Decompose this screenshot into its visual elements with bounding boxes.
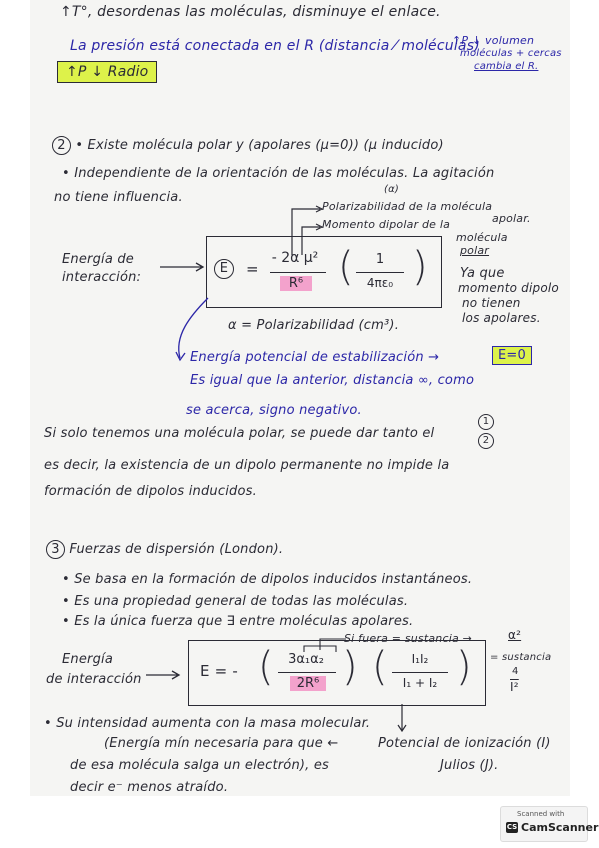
s3-right-substance: = sustancia xyxy=(490,652,552,663)
s3-bullet-3: • Es la única fuerza que ∃ entre moléculas apolares. xyxy=(62,614,414,629)
paragraph-line-1: Si solo tenemos una molécula polar, se puede dar tanto el xyxy=(44,426,435,441)
section-2-number: 2 xyxy=(52,136,71,155)
eq1-symbol-E: E xyxy=(214,258,234,279)
camscanner-badge xyxy=(500,806,599,842)
s3-electron-line: de esa molécula salga un electrón), es xyxy=(70,758,329,773)
badge-brand-text: CamScanner xyxy=(521,821,599,834)
eq2-numerator: 3α₁α₂ xyxy=(288,652,324,667)
s2-orientation-line: • Independiente de la orientación de las moléculas. La agitación xyxy=(62,166,495,181)
eq1-numerator: - 2α μ² xyxy=(271,250,319,266)
s3-attraction-line: decir e⁻ menos atraído. xyxy=(70,780,229,795)
note-side-closer: moléculas + cercas xyxy=(460,48,562,59)
section-2-title: • Existe molécula polar y (apolares (μ=0)) (μ inducido) xyxy=(75,138,444,153)
s3-same-substance-note: Si fuera = sustancia → xyxy=(344,632,473,645)
section-2-heading xyxy=(52,136,444,155)
s3-ionization-label: Potencial de ionización (I) xyxy=(378,736,551,751)
note-side-radius: cambia el R. xyxy=(474,61,539,72)
paragraph-line-2: es decir, la existencia de un dipolo permanente no impide la xyxy=(44,458,450,473)
energy-label-line2: interacción: xyxy=(62,270,142,285)
annotation-apolar: apolar. xyxy=(492,212,531,225)
eq2-inner-denominator: I₁ + I₂ xyxy=(402,676,438,690)
potential-energy-line: Energía potencial de estabilización → xyxy=(190,350,440,365)
energy2-arrow-icon xyxy=(144,668,184,682)
note-line-pressure: La presión está conectada en el R (distancia ⁄ moléculas) xyxy=(70,38,480,54)
energy2-label-line2: de interacción xyxy=(46,672,142,687)
section-3-number: 3 xyxy=(46,540,65,559)
eq1-inner-numerator: 1 xyxy=(375,252,385,267)
eq2-fraction-bar xyxy=(278,672,336,673)
s3-right-I-squared: I² xyxy=(510,680,519,694)
annotation-polarizability: Polarizabilidad de la molécula xyxy=(322,200,493,213)
paragraph-line-3: formación de dipolos inducidos. xyxy=(44,484,257,499)
eq1-equals: = xyxy=(246,260,259,278)
s3-bullet-2: • Es una propiedad general de todas las moléculas. xyxy=(62,594,409,609)
eq1-inner-bar xyxy=(356,272,404,273)
energy2-label-line1: Energía xyxy=(62,652,114,667)
camscanner-logo-icon: CS xyxy=(506,823,518,831)
energy-label-line1: Energía de xyxy=(62,252,135,267)
s3-alpha-squared: α² xyxy=(508,628,522,642)
potential-energy-zero-box: E=0 xyxy=(492,346,532,365)
badge-scanned-text: Scanned with xyxy=(517,810,565,818)
eq1-inner-denominator: 4πε₀ xyxy=(366,276,394,290)
note-line-temperature: ↑T°, desordenas las moléculas, disminuye el enlace. xyxy=(60,4,441,20)
eq2-paren-right: ) xyxy=(342,644,358,690)
ionization-down-arrow-icon xyxy=(396,704,408,734)
eq2-paren2-right: ) xyxy=(456,644,472,690)
s3-intensity-line: • Su intensidad aumenta con la masa molecular. xyxy=(44,716,371,731)
potential-equal-line: Es igual que la anterior, distancia ∞, como xyxy=(190,373,475,388)
eq2-lhs: E = - xyxy=(200,662,238,680)
annotation-dipole: Momento dipolar de la xyxy=(322,218,451,231)
s3-bullet-1: • Se basa en la formación de dipolos inducidos instantáneos. xyxy=(62,572,473,587)
section-3-heading xyxy=(46,540,283,559)
section-3-title: Fuerzas de dispersión (London). xyxy=(69,542,284,557)
side-reason-3: no tienen xyxy=(462,296,521,310)
annotation-polar: polar xyxy=(460,244,490,257)
eq1-fraction-bar xyxy=(270,272,326,273)
side-reason-4: los apolares. xyxy=(462,311,541,325)
eq2-paren-left: ( xyxy=(258,644,274,690)
s3-energy-min-line: (Energía mín necesaria para que ← xyxy=(104,736,339,751)
side-reason-1: Ya que xyxy=(460,266,505,281)
eq2-paren2-left: ( xyxy=(372,644,388,690)
s3-right-four: 4 xyxy=(512,666,519,677)
s2-no-influence: no tiene influencia. xyxy=(54,190,183,205)
side-reason-2: momento dipolo xyxy=(458,281,559,295)
paragraph-case-2: 2 xyxy=(478,433,494,449)
s2-alpha-caption: (α) xyxy=(384,184,399,195)
eq2-inner-numerator: I₁I₂ xyxy=(411,652,429,666)
energy-arrow-icon xyxy=(158,260,208,274)
eq2-denominator: 2R⁶ xyxy=(290,676,326,691)
eq1-paren-right: ) xyxy=(412,244,428,290)
annotation-molecule: molécula xyxy=(456,231,508,244)
eq1-denominator: R⁶ xyxy=(280,276,312,291)
eq2-inner-bar xyxy=(392,672,448,673)
boxed-pressure-radius: ↑P ↓ Radio xyxy=(57,61,157,83)
s3-joules-label: Julios (J). xyxy=(440,758,499,773)
note-side-volume: ↑P ↓ volumen xyxy=(452,34,535,47)
paragraph-case-1: 1 xyxy=(478,414,494,430)
eq1-paren-left: ( xyxy=(338,244,354,290)
potential-sign-line: se acerca, signo negativo. xyxy=(186,403,362,418)
alpha-definition: α = Polarizabilidad (cm³). xyxy=(228,318,400,333)
